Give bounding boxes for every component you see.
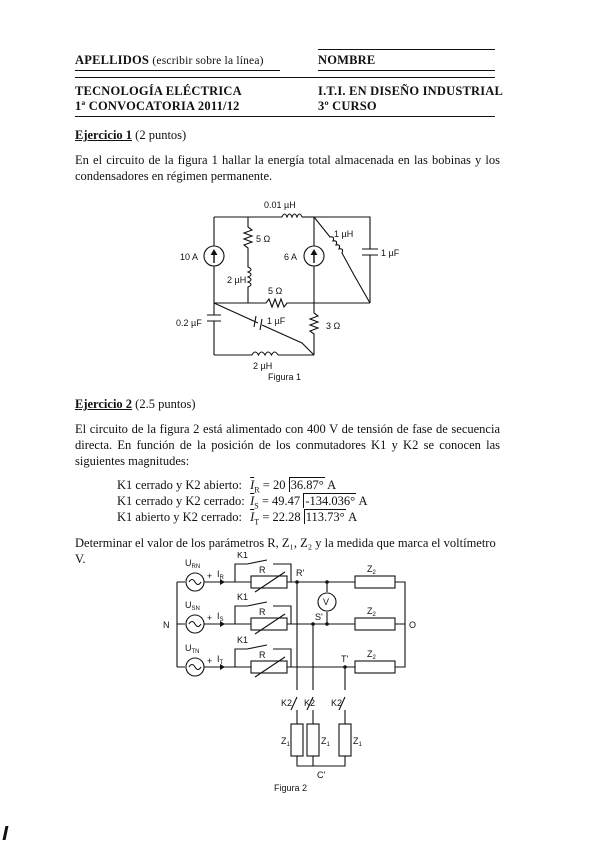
fig1-label-r-left: 5 Ω: [256, 234, 271, 244]
fig2-plus-t: +: [207, 656, 213, 666]
fig2-label-z2-t: $Z_2$: [367, 649, 376, 661]
fig2-label-ir: $I_R$: [217, 569, 224, 581]
fig2-label-z1-b: $Z_1$: [321, 736, 330, 748]
fig1-capacitor-left: [207, 303, 221, 355]
fig1-label-r-right: 3 Ω: [326, 321, 341, 331]
fig2-label-k1-r: K1: [237, 552, 249, 560]
fig2-star-point-o: [395, 582, 405, 667]
fig2-label-v: V: [323, 597, 330, 607]
fig1-resistor-right: [310, 303, 318, 355]
fig2-label-tp: T': [341, 654, 349, 664]
exercise2-points: (2.5 puntos): [135, 397, 196, 411]
exercise1-points: (2 puntos): [135, 128, 187, 142]
fig2-neutral-bus: [177, 582, 185, 667]
magnitude-angle: 113.73°: [305, 510, 345, 524]
magnitude-row: [117, 478, 368, 494]
fig1-label-c-diag: 1 µF: [267, 316, 286, 326]
header-rule-top: [75, 77, 495, 78]
magnitude-unit: A: [348, 510, 358, 524]
fig1-label-l-top: 0.01 µH: [264, 200, 296, 210]
fig2-label-k1-t: K1: [237, 635, 249, 645]
magnitude-angle: 36.87°: [290, 478, 324, 492]
fig2-label-z2-r: $Z_2$: [367, 564, 376, 576]
fig1-resistor-mid: [214, 290, 314, 307]
fig2-label-z2-s: $Z_2$: [367, 606, 376, 618]
fig1-label-src-left: 10 A: [180, 252, 199, 262]
fig2-plus-r: +: [207, 571, 213, 581]
exercise1-title: Ejercicio 1: [75, 128, 133, 142]
figure2-caption: Figura 2: [274, 783, 308, 793]
fig2-star-point-c: [297, 756, 345, 766]
magnitude-condition: K1 cerrado y K2 abierto:: [117, 478, 242, 492]
magnitude-var: $\overline{I}$: [250, 494, 255, 508]
magnitude-condition: K1 cerrado y K2 cerrado:: [117, 494, 245, 508]
name-top-line: [318, 49, 495, 50]
fig2-z1-b: [307, 724, 319, 756]
magnitude-value: = 22.28: [262, 510, 301, 524]
magnitude-unit: A: [358, 494, 368, 508]
magnitude-row: [117, 494, 368, 510]
fig1-label-c-left: 0.2 µF: [176, 318, 202, 328]
fig1-label-src-mid: 6 A: [284, 252, 298, 262]
fig2-label-k2-c: K2: [331, 698, 343, 708]
degree-title: I.T.I. EN DISEÑO INDUSTRIAL: [318, 84, 504, 98]
fig2-label-k1-s: K1: [237, 592, 249, 602]
fig1-label-c-right: 1 µF: [381, 248, 400, 258]
magnitude-sub: S: [254, 501, 259, 511]
surname-line: [75, 70, 280, 71]
magnitude-unit: A: [327, 478, 337, 492]
fig2-label-k2-b: K2: [304, 698, 316, 708]
fig2-resistor-r: [251, 576, 287, 588]
surname-label-text: APELLIDOS: [75, 53, 150, 67]
fig2-z1-a: [291, 724, 303, 756]
fig1-label-r-mid: 5 Ω: [268, 286, 283, 296]
header-rule-bottom: [75, 116, 495, 117]
fig2-z2-s: [355, 618, 395, 630]
fig2-label-z1-a: $Z_1$: [281, 736, 290, 748]
name-line: [318, 70, 495, 71]
subject-title: TECNOLOGÍA ELÉCTRICA: [75, 84, 242, 98]
fig1-label-l-bottom: 2 µH: [253, 361, 273, 371]
exercise1-statement: En el circuito de la figura 1 hallar la energía total almacenada en las bobinas y los condensadores en régimen permanente.: [75, 153, 500, 183]
fig2-label-r1: R: [259, 565, 266, 575]
magnitude-var: $\overline{I}$: [250, 510, 255, 524]
exercise2-question: Determinar el valor de los parámetros R, Z₁, Z₂ y la medida que marca el voltímetro V.: [75, 536, 496, 566]
fig2-label-usn: $U_{SN}$: [185, 600, 200, 612]
magnitude-sub: T: [254, 517, 260, 527]
fig2-z2-t: [355, 661, 395, 673]
surname-hint: (escribir sobre la línea): [152, 55, 264, 67]
fig2-label-utn: $U_{TN}$: [185, 643, 200, 655]
fig2-label-r2: R: [259, 607, 266, 617]
figure2-circuit: [155, 552, 435, 792]
fig1-label-l-mid: 1 µH: [334, 229, 354, 239]
figure1-circuit: [170, 195, 400, 385]
fig2-label-z1-c: $Z_1$: [353, 736, 362, 748]
fig2-label-is: $I_S$: [217, 611, 224, 623]
fig1-inductor-top: [282, 214, 302, 217]
fig2-resistor-s: [251, 618, 287, 630]
fig2-label-k2-a: K2: [281, 698, 293, 708]
convocation: 1ª CONVOCATORIA 2011/12: [75, 99, 240, 113]
fig2-label-urn: $U_{RN}$: [185, 558, 201, 570]
magnitude-value: = 20: [262, 478, 286, 492]
exercise1-heading: [75, 128, 186, 143]
magnitude-row: [117, 510, 368, 526]
magnitude-value: = 49.47: [261, 494, 301, 508]
magnitude-var: $\overline{I}$: [250, 478, 255, 492]
fig2-resistor-t: [251, 661, 287, 673]
fig2-label-r3: R: [259, 650, 266, 660]
magnitude-condition: K1 abierto y K2 cerrado:: [117, 510, 242, 524]
magnitude-sub: R: [254, 485, 260, 495]
exercise2-statement: El circuito de la figura 2 está alimentado con 400 V de tensión de fase de secuencia directa. En función de la posición de los conmutadores K1 y K2 se conocen las siguientes magnitudes:: [75, 422, 500, 468]
magnitude-angle: -134.036°: [305, 494, 356, 508]
fig1-inductor-bottom: [252, 352, 278, 355]
fig2-label-rp: R': [296, 568, 305, 578]
surname-label: [75, 53, 264, 68]
fig2-label-sp: S': [315, 612, 323, 622]
course: 3º CURSO: [318, 99, 377, 113]
fig2-label-it: $I_T$: [217, 654, 224, 666]
fig1-label-l-left: 2 µH: [227, 275, 247, 285]
exercise2-title: Ejercicio 2: [75, 397, 133, 411]
fig2-z1-c: [339, 724, 351, 756]
fig2-z2-r: [355, 576, 395, 588]
fig1-inductor-left: [248, 255, 251, 303]
name-label: NOMBRE: [318, 53, 376, 67]
fig2-label-o: O: [409, 620, 417, 630]
magnitudes-list: [117, 478, 368, 526]
exercise2-heading: [75, 397, 196, 412]
fig1-capacitor-diagonal: [214, 303, 314, 355]
scan-mark: [3, 826, 9, 840]
fig2-label-n: N: [163, 620, 170, 630]
fig1-resistor-left: [244, 217, 252, 255]
figure1-caption: Figura 1: [268, 372, 302, 382]
fig2-plus-s: +: [207, 613, 213, 623]
fig2-label-cp: C': [317, 770, 326, 780]
